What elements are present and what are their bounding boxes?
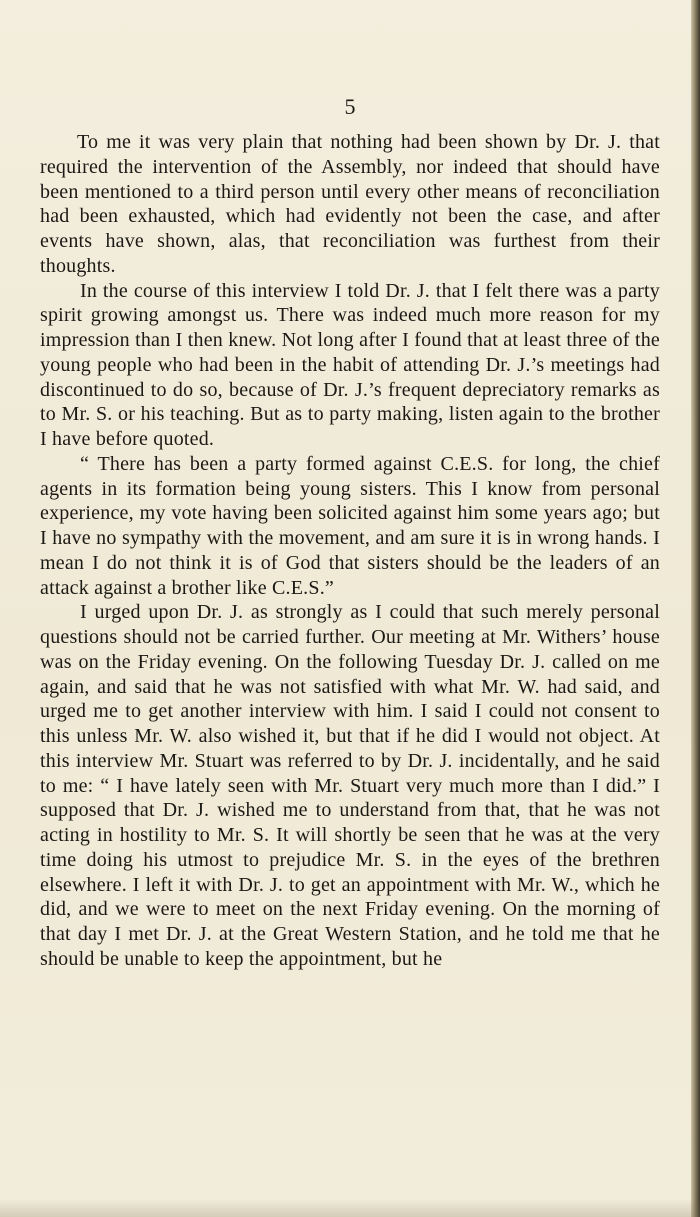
paragraph-2: In the course of this interview I told Dr. J. that I felt there was a party spirit growing amongst us. There was indeed much more reason for my impression than I then knew. Not long after I found that at least three of the young people who had been in the habit of attending Dr. J.’s meetings had discontinued to do so, because of Dr. J.’s frequent depreciatory remarks as to Mr. S. or his teaching. But as to party making, listen again to the brother I have before quoted. (40, 279, 660, 450)
paragraph-1: To me it was very plain that nothing had been shown by Dr. J. that required the intervention of the Assembly, nor indeed that should have been mentioned to a third person until every other means of reconciliation had been exhausted, which had evidently not been the case, and after events have shown, alas, that reconciliation was furthest from their thoughts. (40, 131, 660, 277)
body-text (40, 130, 660, 972)
paragraph-4: I urged upon Dr. J. as strongly as I could that such merely personal questions should not be carried further. Our meeting at Mr. Withers’ house was on the Friday evening. On the following Tuesday Dr. J. called on me again, and said that he was not satisfied with what Mr. W. had said, and urged me to get another interview with him. I said I could not consent to this unless Mr. W. also wished it, but that if he did I would not object. At this interview Mr. Stuart was referred to by Dr. J. incidentally, and he said to me: “ I have lately seen with Mr. Stuart very much more than I did.” I supposed that Dr. J. wished me to understand from that, that he was not acting in hostility to Mr. S. It will shortly be seen that he was at the very time doing his utmost to prejudice Mr. S. in the eyes of the brethren elsewhere. I left it with Dr. J. to get an appointment with Mr. W., which he did, and we were to meet on the next Friday evening. On the morning of that day I met Dr. J. at the Great Western Station, and he told me that he should be unable to keep the appointment, but he (40, 601, 660, 970)
paragraph-3-quotation: “ There has been a party formed against C.E.S. for long, the chief agents in its formation being young sisters. This I know from personal experience, my vote having been solicited against him some years ago; but I have no sympathy with the movement, and am sure it is in wrong hands. I mean I do not think it is of God that sisters should be the leaders of an attack against a brother like C.E.S.” (40, 452, 660, 599)
page-bottom-shadow (0, 1199, 700, 1217)
page-number: 5 (344, 94, 356, 119)
page-edge-shadow (691, 0, 700, 1217)
